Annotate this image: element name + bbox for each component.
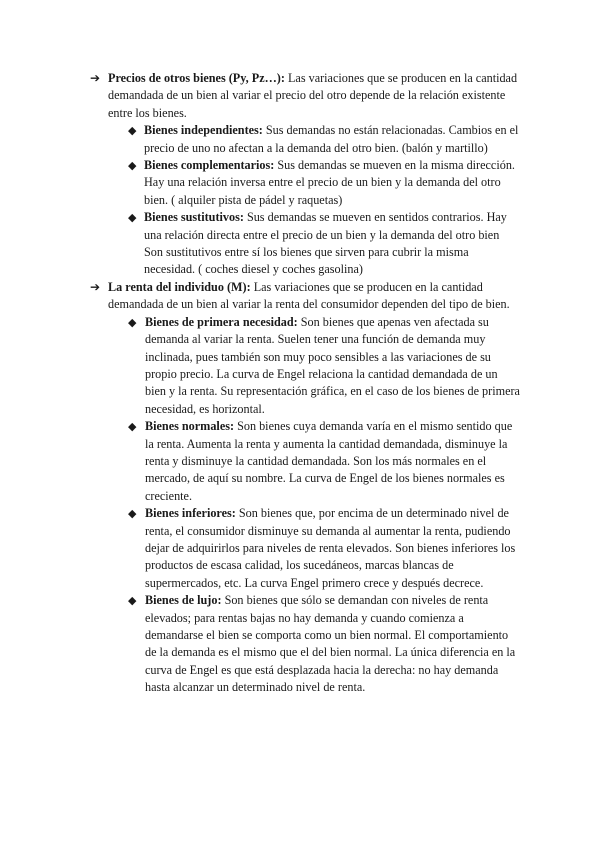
item-term: Bienes de primera necesidad: (145, 314, 298, 329)
section-paragraph (108, 279, 520, 314)
section-text: Las variaciones que se producen en la cantidad demandada de un bien al variar el precio del otro depende de la relación existente entre los bienes. (108, 71, 518, 120)
diamond-bullet-icon: ◆ (128, 124, 137, 138)
diamond-bullet-icon: ◆ (128, 315, 137, 329)
list-item (108, 157, 520, 209)
section-paragraph (108, 70, 520, 122)
arrow-bullet-icon: ➔ (90, 71, 101, 85)
list-item (108, 209, 520, 279)
section-otros-bienes (90, 70, 520, 279)
list-item (108, 418, 520, 505)
diamond-bullet-icon: ◆ (128, 594, 137, 608)
item-term: Bienes de lujo: (145, 593, 222, 608)
diamond-bullet-icon: ◆ (128, 507, 137, 521)
list-item (108, 505, 520, 592)
section-term: La renta del individuo (M): (108, 279, 251, 294)
item-term: Bienes inferiores: (145, 506, 236, 521)
list-item (108, 122, 520, 157)
item-term: Bienes complementarios: (144, 158, 275, 173)
item-text: Sus demandas no están relacionadas. Cambios en el precio de uno no afectan a la demanda del otro bien. (balón y martillo) (144, 123, 519, 155)
section-text: Las variaciones que se producen en la cantidad demandada de un bien al variar la renta del consumidor dependen del tipo de bien. (108, 279, 510, 312)
diamond-bullet-icon: ◆ (128, 211, 137, 225)
item-text: Son bienes que sólo se demandan con niveles de renta elevados; para rentas bajas no hay demanda y cuando comienza a demandarse el bien se comporta como un bien normal. El comportamiento de la demanda es el mismo que el del bien normal. La única diferencia en la curva de Engel es que está desplazada hacia la derecha: no hay demanda hasta alcanzar un determinado nivel de renta. (145, 593, 516, 695)
item-text: Sus demandas se mueven en la misma dirección. Hay una relación inversa entre el precio de un bien y la demanda del otro bien. ( alquiler pista de pádel y raquetas) (144, 158, 515, 207)
diamond-bullet-icon: ◆ (128, 159, 137, 173)
diamond-bullet-icon: ◆ (128, 420, 137, 434)
section-term: Precios de otros bienes (Py, Pz…): (108, 71, 285, 85)
list-item (108, 592, 520, 696)
item-text: Son bienes que, por encima de un determinado nivel de renta, el consumidor disminuye su demanda al aumentar la renta, pudiendo dejar de adquirirlos para niveles de renta elevados. Son bienes inferiores los productos de escasa calidad, los sucedáneos, marcas blancas de supermercados, etc. La curva Engel primero crece y después decrece. (145, 506, 516, 590)
item-text: Son bienes cuya demanda varía en el mismo sentido que la renta. Aumenta la renta y aumenta la cantidad demandada, disminuye la renta y disminuye la cantidad demandada. Son los más normales en el mercado, de aquí su nombre. La curva de Engel de los bienes normales es creciente. (145, 419, 513, 503)
item-text: Sus demandas se mueven en sentidos contrarios. Hay una relación directa entre el precio de un bien y la demanda del otro bien Son sustitutivos entre sí los bienes que sirven para cubrir la misma necesidad. ( coches diesel y coches gasolina) (144, 210, 507, 277)
item-text: Son bienes que apenas ven afectada su demanda al variar la renta. Suelen tener una función de demanda muy inclinada, pues también son muy poco sensibles a las variaciones de su propio precio. La curva de Engel relaciona la cantidad demandada de un bien y la renta. Su representación gráfica, en el caso de los bienes de primera necesidad, es horizontal. (145, 314, 520, 416)
item-term: Bienes independientes: (144, 123, 263, 138)
item-term: Bienes sustitutivos: (144, 210, 244, 225)
section-renta (90, 279, 520, 697)
item-term: Bienes normales: (145, 419, 235, 434)
arrow-bullet-icon: ➔ (90, 279, 101, 294)
list-item (108, 314, 520, 418)
